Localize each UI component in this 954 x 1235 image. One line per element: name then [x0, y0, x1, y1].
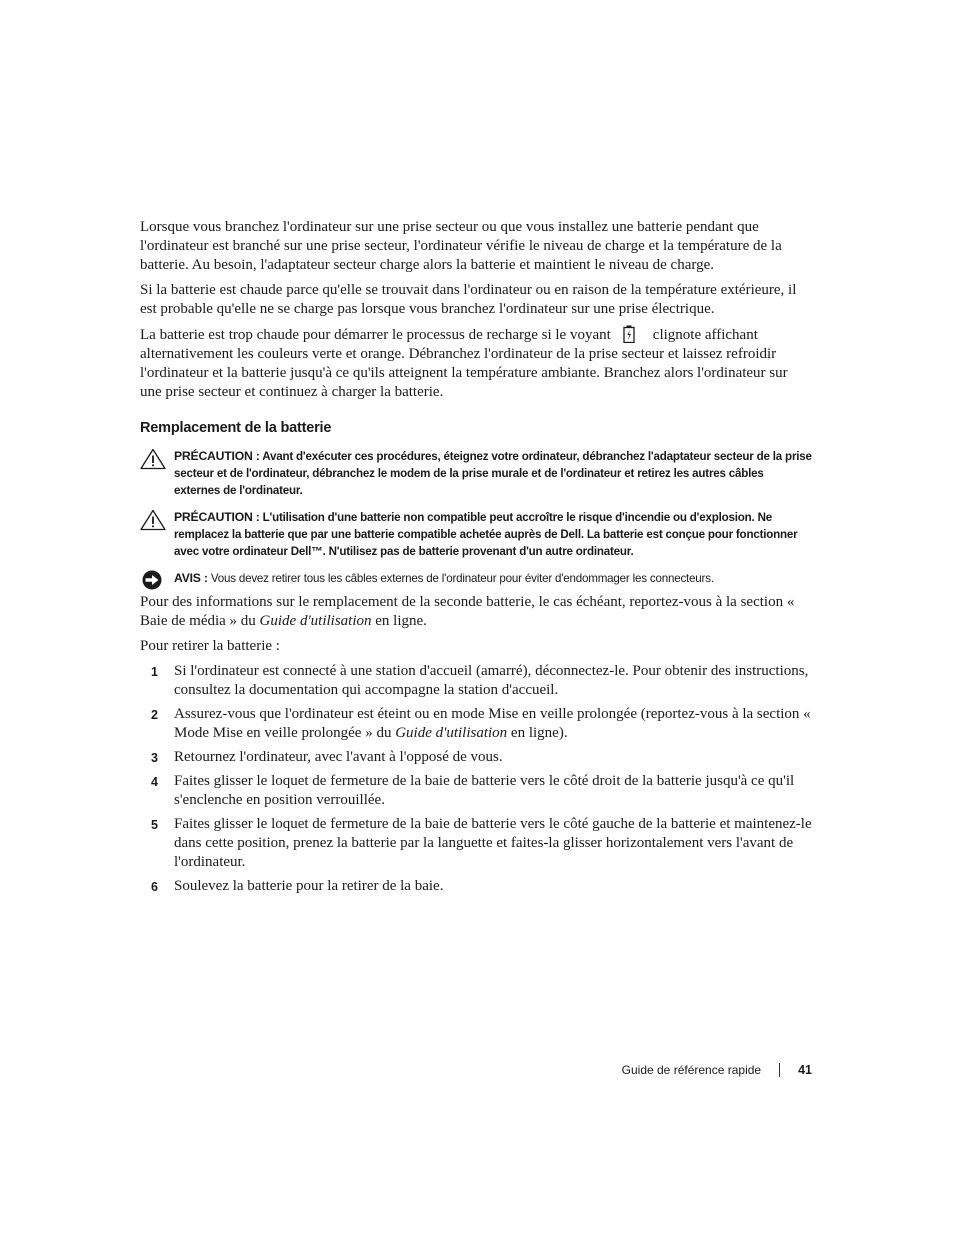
step-text: Si l'ordinateur est connecté à une station d'accueil (amarré), déconnectez-le. Pour obtenir des instructions, consultez la documentation qui accompagne la station d'accueil. [174, 663, 809, 698]
step-text: Retournez l'ordinateur, avec l'avant à l'opposé de vous. [174, 749, 503, 765]
page-footer [622, 1062, 812, 1078]
intro-p3-start: La batterie est trop chaude pour démarrer le processus de recharge si le voyant [140, 327, 611, 343]
notice-arrow-icon [140, 570, 166, 592]
footer-title: Guide de référence rapide [621, 1063, 762, 1077]
step-item [140, 877, 812, 896]
media-bay-reference [140, 593, 812, 631]
avis-text: Vous devez retirer tous les câbles externes de l'ordinateur pour éviter d'endommager les connecteurs. [210, 572, 714, 585]
caution-text: L'utilisation d'une batterie non compatible peut accroître le risque d'incendie ou d'explosion. Ne remplacez la batterie que par une batterie compatible achetée auprès de Dell. La batterie est conçue pour fonctionner avec votre ordinateur Dell™. N'utilisez pas de batterie provenant d'un autre ordinateur. [174, 511, 798, 558]
steps-lead: Pour retirer la batterie : [140, 638, 280, 654]
step-text-end: en ligne). [510, 725, 568, 741]
caution-notice-2 [140, 509, 812, 560]
step-number: 6 [151, 880, 158, 894]
removal-steps [140, 662, 812, 896]
ref-text-start: Pour des informations sur le remplacement de la seconde batterie, le cas échéant, reportez-vous à la section « Baie de média » du [140, 594, 795, 629]
guide-title: Guide d'utilisation [395, 725, 508, 741]
step-item [140, 662, 812, 700]
battery-status-icon [623, 325, 635, 343]
caution-label: PRÉCAUTION : [174, 510, 260, 524]
caution-triangle-icon [140, 509, 166, 531]
step-number: 5 [151, 818, 158, 832]
notice-avis [140, 570, 812, 587]
intro-paragraph-3 [140, 325, 812, 402]
step-item [140, 705, 812, 743]
caution-notice-1 [140, 448, 812, 499]
intro-paragraph-1: Lorsque vous branchez l'ordinateur sur une prise secteur ou que vous installez une batterie pendant que l'ordinateur est branché sur une prise secteur, l'ordinateur vérifie le niveau de charge et la température de la batterie. Au besoin, l'adaptateur secteur charge alors la batterie et maintient le niveau de charge. [140, 219, 782, 273]
step-item [140, 772, 812, 810]
caution-triangle-icon [140, 448, 166, 470]
page-number: 41 [798, 1063, 812, 1077]
intro-p3-end: clignote affichant alternativement les couleurs verte et orange. Débranchez l'ordinateur de la prise secteur et laissez refroidir l'ordinateur et la batterie jusqu'à ce qu'ils atteignent la température ambiante. Branchez alors l'ordinateur sur une prise secteur et continuez à charger la batterie. [140, 327, 788, 400]
step-item [140, 748, 812, 767]
step-text: Soulevez la batterie pour la retirer de la baie. [174, 878, 444, 894]
step-number: 1 [151, 665, 158, 679]
ref-text-end: en ligne. [375, 613, 427, 629]
step-number: 4 [151, 775, 158, 789]
step-number: 3 [151, 751, 158, 765]
step-text: Faites glisser le loquet de fermeture de la baie de batterie vers le côté gauche de la batterie et maintenez-le dans cette position, prenez la batterie par la languette et faites-la glisser horizontalement vers l'avant de l'ordinateur. [174, 816, 812, 870]
page-content [140, 218, 812, 901]
step-text-start: Assurez-vous que l'ordinateur est éteint ou en mode Mise en veille prolongée (reportez-vous à la section « Mode Mise en veille prolongée » du [174, 706, 811, 741]
caution-label: PRÉCAUTION : [174, 449, 260, 463]
intro-paragraph-2: Si la batterie est chaude parce qu'elle se trouvait dans l'ordinateur ou en raison de la température extérieure, il est probable qu'elle ne se charge pas lorsque vous branchez l'ordinateur sur une prise électrique. [140, 282, 797, 317]
guide-title: Guide d'utilisation [259, 613, 372, 629]
section-title: Remplacement de la batterie [140, 420, 332, 436]
caution-text: Avant d'exécuter ces procédures, éteignez votre ordinateur, débranchez l'adaptateur secteur de la prise secteur et de l'ordinateur, débranchez le modem de la prise murale et de l'ordinateur et retirez les autres câbles externes de l'ordinateur. [174, 450, 812, 497]
step-number: 2 [151, 708, 158, 722]
footer-divider [779, 1063, 780, 1077]
step-item [140, 815, 812, 872]
step-text: Faites glisser le loquet de fermeture de la baie de batterie vers le côté droit de la batterie jusqu'à ce qu'il s'enclenche en position verrouillée. [174, 773, 795, 808]
avis-label: AVIS : [174, 571, 208, 585]
